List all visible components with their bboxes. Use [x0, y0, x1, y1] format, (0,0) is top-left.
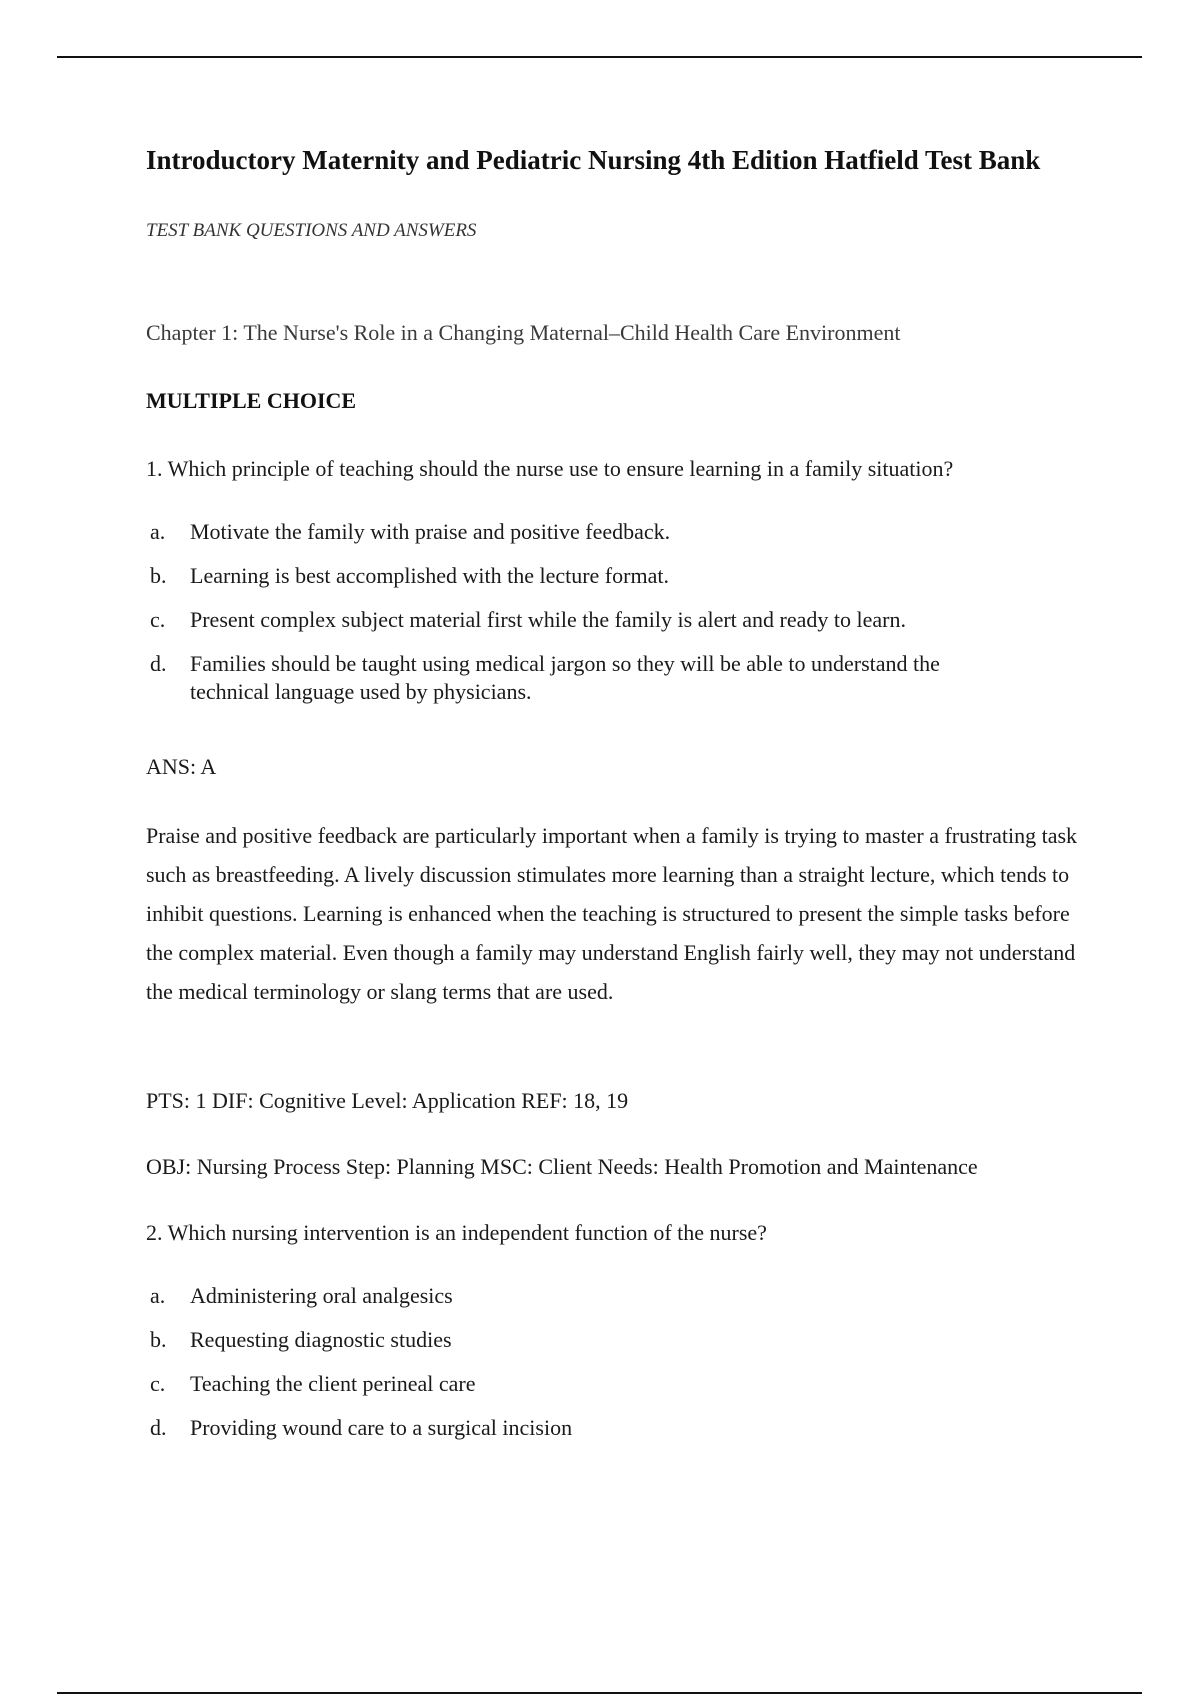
option-text: Motivate the family with praise and positive feedback. — [190, 519, 671, 544]
option-item — [150, 1282, 990, 1310]
option-item — [150, 562, 990, 590]
top-rule — [57, 56, 1142, 58]
question-2-prompt: 2. Which nursing intervention is an independent function of the nurse? — [146, 1220, 767, 1245]
option-letter: a. — [150, 519, 166, 544]
option-item — [150, 1414, 990, 1442]
option-text: Teaching the client perineal care — [190, 1371, 476, 1396]
bottom-rule — [57, 1692, 1142, 1694]
question-2-options — [150, 1282, 990, 1458]
section-heading: MULTIPLE CHOICE — [146, 388, 357, 413]
option-letter: a. — [150, 1283, 166, 1308]
option-text: Present complex subject material first while the family is alert and ready to learn. — [190, 607, 906, 632]
option-item — [150, 518, 990, 546]
option-letter: d. — [150, 1415, 167, 1440]
chapter-heading: Chapter 1: The Nurse's Role in a Changing Maternal–Child Health Care Environment — [146, 320, 901, 345]
option-letter: c. — [150, 607, 166, 632]
option-letter: d. — [150, 651, 167, 676]
option-text: Learning is best accomplished with the lecture format. — [190, 563, 669, 588]
question-1-prompt: 1. Which principle of teaching should the nurse use to ensure learning in a family situation? — [146, 456, 954, 481]
question-1-options — [150, 518, 990, 722]
document-subtitle: TEST BANK QUESTIONS AND ANSWERS — [146, 220, 477, 241]
option-text: Families should be taught using medical jargon so they will be able to understand the technical language used by physicians. — [190, 651, 940, 704]
question-metadata-pts: PTS: 1 DIF: Cognitive Level: Application REF: 18, 19 — [146, 1088, 629, 1113]
option-text: Administering oral analgesics — [190, 1283, 453, 1308]
answer-rationale: Praise and positive feedback are particularly important when a family is trying to master a frustrating task such as breastfeeding. A lively discussion stimulates more learning than a straight lecture, which tends to inhibit questions. Learning is enhanced when the teaching is structured to present the simple tasks before the complex material. Even though a family may understand English fairly well, they may not understand the medical terminology or slang terms that are used. — [146, 823, 1078, 1004]
document-title: Introductory Maternity and Pediatric Nursing 4th Edition Hatfield Test Bank — [146, 145, 1041, 175]
option-item — [150, 606, 990, 634]
question-metadata-obj: OBJ: Nursing Process Step: Planning MSC: Client Needs: Health Promotion and Maintenance — [146, 1154, 978, 1179]
page-content — [146, 140, 1106, 1440]
option-item — [150, 650, 990, 706]
answer-key: ANS: A — [146, 754, 217, 779]
option-item — [150, 1370, 990, 1398]
option-text: Requesting diagnostic studies — [190, 1327, 452, 1352]
option-text: Providing wound care to a surgical incision — [190, 1415, 573, 1440]
option-item — [150, 1326, 990, 1354]
option-letter: b. — [150, 1327, 167, 1352]
option-letter: c. — [150, 1371, 166, 1396]
option-letter: b. — [150, 563, 167, 588]
